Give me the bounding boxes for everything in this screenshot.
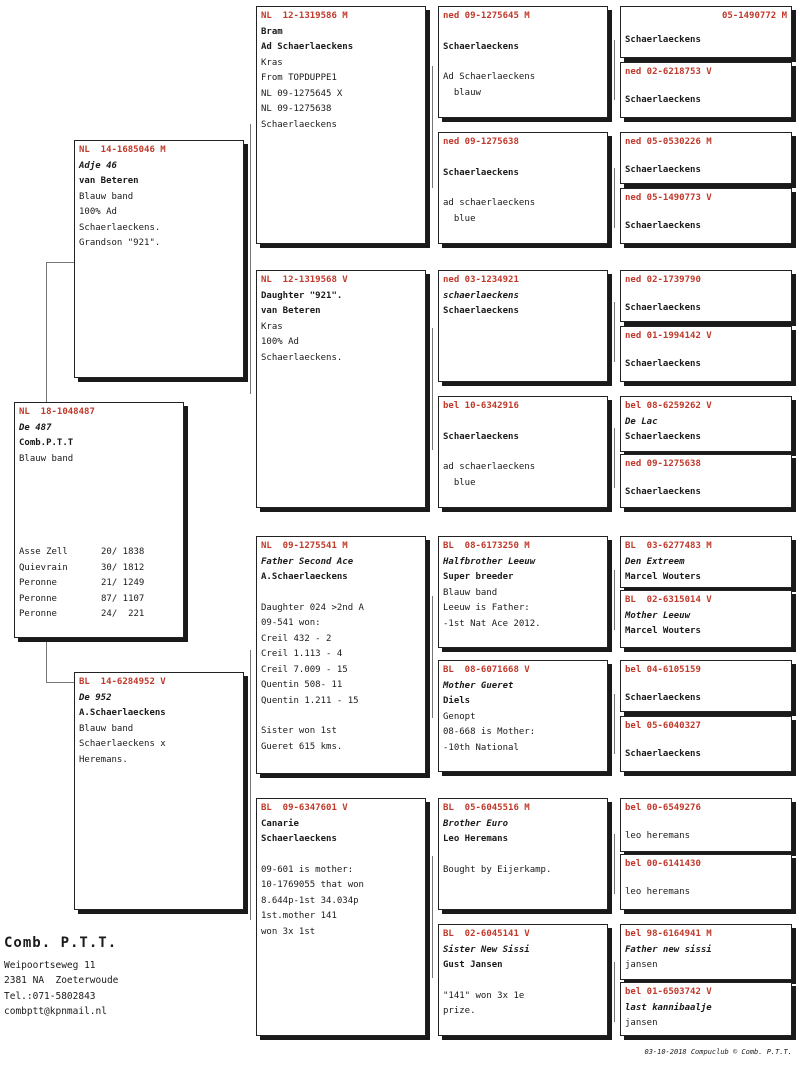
pedigree-box-paternal-grandsire: NL 12-1319586 M Bram Ad Schaerlaeckens Kras From TOPDUPPE1 NL 09-1275645 X NL 09-1275638 Schaerlaeckens (256, 6, 426, 244)
connector (46, 682, 74, 683)
connector (614, 302, 615, 362)
pedigree-box-gen3: bel 10-6342916 Schaerlaeckens ad schaerlaeckens blue (438, 396, 608, 508)
pedigree-box-gen4: ned 09-1275638 Schaerlaeckens (620, 454, 792, 508)
pedigree-box-gen3: BL 08-6173250 M Halfbrother Leeuw Super breeder Blauw band Leeuw is Father: -1st Nat Ace 2012. (438, 536, 608, 648)
pedigree-box-gen4: bel 05-6040327 Schaerlaeckens (620, 716, 792, 772)
pedigree-box-gen4: ned 02-6218753 V Schaerlaeckens (620, 62, 792, 118)
connector (614, 40, 615, 100)
result-row: Asse Zell 20/ 1838 (19, 547, 145, 557)
owner-address: Weipoortseweg 11 (4, 959, 96, 971)
result-row: Peronne 21/ 1249 (19, 578, 145, 588)
connector (250, 124, 251, 394)
pedigree-box-gen3: BL 05-6045516 M Brother Euro Leo Heremans Bought by Eijerkamp. (438, 798, 608, 910)
pedigree-box-dam: BL 14-6284952 V De 952 A.Schaerlaeckens Blauw band Schaerlaeckens x Heremans. (74, 672, 244, 910)
pedigree-box-gen3: ned 09-1275645 M Schaerlaeckens Ad Schaerlaeckens blauw (438, 6, 608, 118)
connector (432, 596, 433, 718)
connector (614, 834, 615, 894)
connector (250, 650, 251, 920)
pedigree-box-gen4: ned 05-0530226 M Schaerlaeckens (620, 132, 792, 184)
pedigree-box-maternal-granddam: BL 09-6347601 V Canarie Schaerlaeckens 09-601 is mother: 10-1769055 that won 8.644p-1st 34.034p 1st.mother 141 won 3x 1st (256, 798, 426, 1036)
pedigree-box-paternal-granddam: NL 12-1319568 V Daughter "921". van Beteren Kras 100% Ad Schaerlaeckens. (256, 270, 426, 508)
ring-number: NL 18-1048487 (19, 407, 95, 417)
ring-number: NL 14-1685046 M (79, 145, 166, 155)
pedigree-box-gen4: ned 02-1739790 Schaerlaeckens (620, 270, 792, 322)
connector (614, 694, 615, 754)
pedigree-box-gen3: ned 09-1275638 Schaerlaeckens ad schaerlaeckens blue (438, 132, 608, 244)
owner-email[interactable]: combptt@kpnmail.nl (4, 1006, 107, 1017)
pedigree-box-gen4-label: Schaerlaeckens (620, 6, 792, 58)
pedigree-box-maternal-grandsire: NL 09-1275541 M Father Second Ace A.Schaerlaeckens Daughter 024 >2nd A 09-541 won: Creil 432 - 2 Creil 1.113 - 4 Creil 7.009 - 15 Quentin 508- 11 Quentin 1.211 - 15 Sister won 1st Gueret 615 kms. (256, 536, 426, 774)
pigeon-name: De 952 (79, 692, 112, 703)
pedigree-box-gen4: bel 01-6503742 V last kannibaalje jansen (620, 982, 792, 1036)
connector (614, 962, 615, 1022)
connector (614, 570, 615, 630)
pigeon-name: De 487 (19, 422, 52, 433)
pedigree-box-gen4: bel 04-6105159 Schaerlaeckens (620, 660, 792, 712)
owner-city: 2381 NA Zoeterwoude (4, 975, 119, 986)
connector (614, 168, 615, 228)
connector (432, 856, 433, 978)
results-list (19, 545, 179, 623)
pedigree-box-gen4: ned 01-1994142 V Schaerlaeckens (620, 326, 792, 382)
footer-credit: 03-10-2018 Compuclub © Comb. P.T.T. (644, 1048, 792, 1056)
pedigree-box-subject (14, 402, 184, 638)
owner-name: Comb. P.T.T. (4, 935, 118, 951)
connector (432, 66, 433, 188)
color: Blauw band (19, 453, 74, 464)
pedigree-box-gen4: ned 05-1490773 V Schaerlaeckens (620, 188, 792, 244)
pedigree-box-gen3: ned 03-1234921 schaerlaeckens Schaerlaeckens (438, 270, 608, 382)
pedigree-box-gen4: bel 98-6164941 M Father new sissi jansen (620, 924, 792, 980)
owner-info (4, 936, 118, 1020)
pedigree-box-gen3: BL 02-6045141 V Sister New Sissi Gust Jansen "141" won 3x 1e prize. (438, 924, 608, 1036)
pedigree-box-gen4: bel 00-6549276 leo heremans (620, 798, 792, 852)
pigeon-name: Adje 46 (79, 160, 117, 171)
pedigree-box-gen4: bel 08-6259262 V De Lac Schaerlaeckens (620, 396, 792, 452)
pedigree-box-sire: NL 14-1685046 M Adje 46 van Beteren Blauw band 100% Ad Schaerlaeckens. Grandson "921". (74, 140, 244, 378)
connector (432, 328, 433, 450)
pedigree-box-gen3: BL 08-6071668 V Mother Gueret Diels Genopt 08-668 is Mother: -10th National (438, 660, 608, 772)
connector (46, 262, 74, 263)
ring-number: BL 14-6284952 V (79, 677, 166, 687)
result-row: Quievrain 30/ 1812 (19, 562, 145, 573)
pedigree-box-gen4: bel 00-6141430 leo heremans (620, 854, 792, 910)
pedigree-box-gen4: BL 02-6315014 V Mother Leeuw Marcel Wouters (620, 590, 792, 648)
result-row: Peronne 87/ 1107 (19, 593, 145, 604)
connector (614, 428, 615, 488)
result-row: Peronne 24/ 221 (19, 609, 145, 619)
breeder: Comb.P.T.T (19, 438, 74, 448)
pedigree-box-gen4: 05-1490772 M (620, 6, 792, 58)
pedigree-box-gen4: BL 03-6277483 M Den Extreem Marcel Wouters (620, 536, 792, 588)
owner-phone: Tel.:071-5802843 (4, 990, 96, 1002)
